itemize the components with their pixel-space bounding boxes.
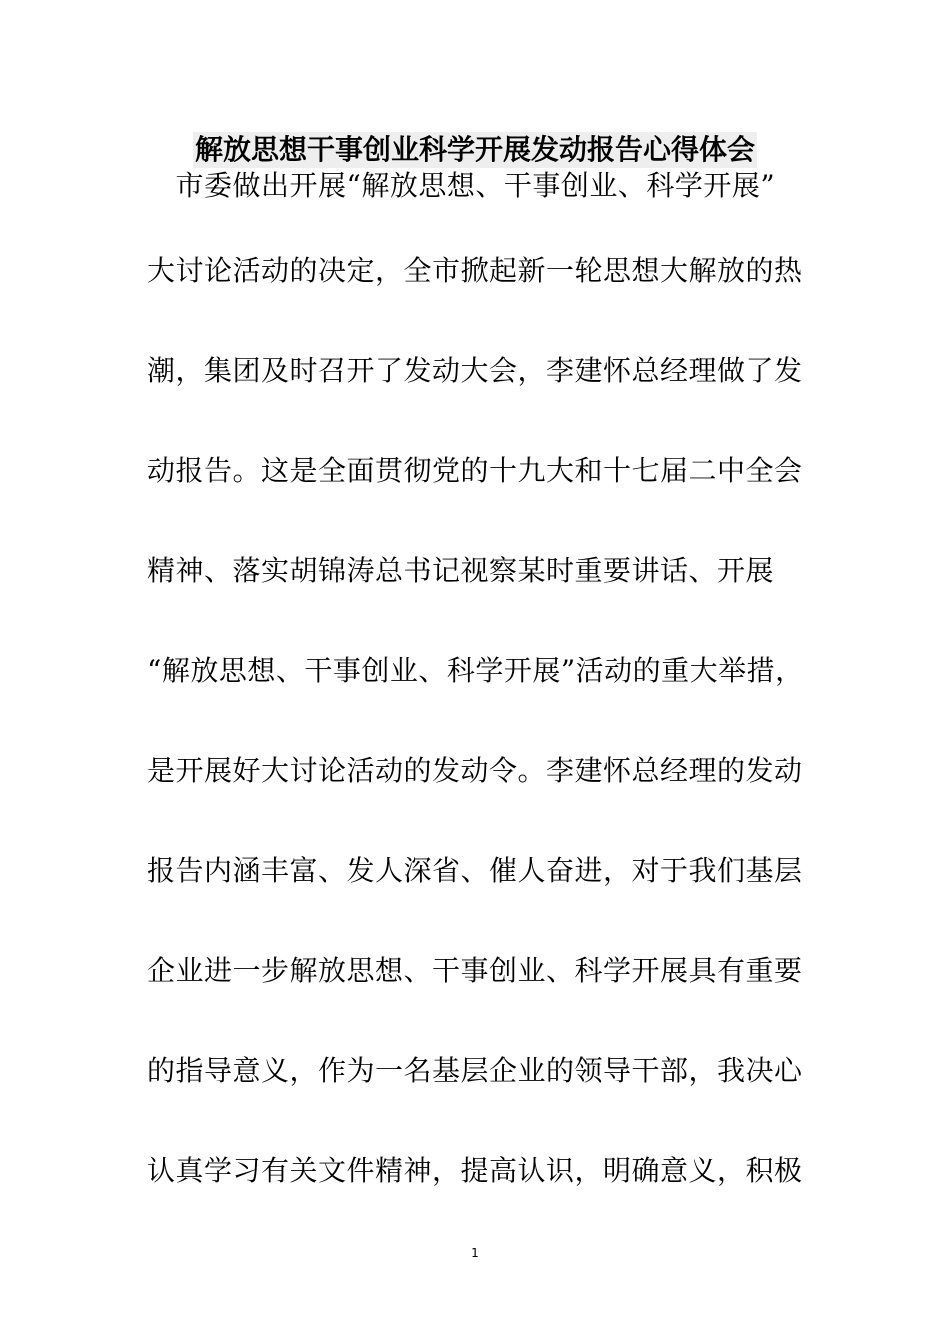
title-container [0,132,950,168]
body-line: 报告内涵丰富、发人深省、催人奋进，对于我们基层 [147,854,803,887]
body-line: 是开展好大讨论活动的发动令。李建怀总经理的发动 [147,754,803,787]
body-line: 精神、落实胡锦涛总书记视察某时重要讲话、开展 [147,554,775,587]
body-line: 潮，集团及时召开了发动大会，李建怀总经理做了发 [147,354,803,387]
body-line: 认真学习有关文件精神，提高认识，明确意义，积极 [147,1154,803,1187]
body-line: 市委做出开展“解放思想、干事创业、科学开展” [147,169,776,202]
document-title: 解放思想干事创业科学开展发动报告心得体会 [194,133,755,166]
body-line: 企业进一步解放思想、干事创业、科学开展具有重要 [147,954,803,987]
body-line: 的指导意义，作为一名基层企业的领导干部，我决心 [147,1054,803,1087]
body-line: 动报告。这是全面贯彻党的十九大和十七届二中全会 [147,454,803,487]
body-line: “解放思想、干事创业、科学开展”活动的重大举措， [147,654,804,687]
body-line: 大讨论活动的决定，全市掀起新一轮思想大解放的热 [147,254,803,287]
page-number: 1 [471,1246,479,1260]
